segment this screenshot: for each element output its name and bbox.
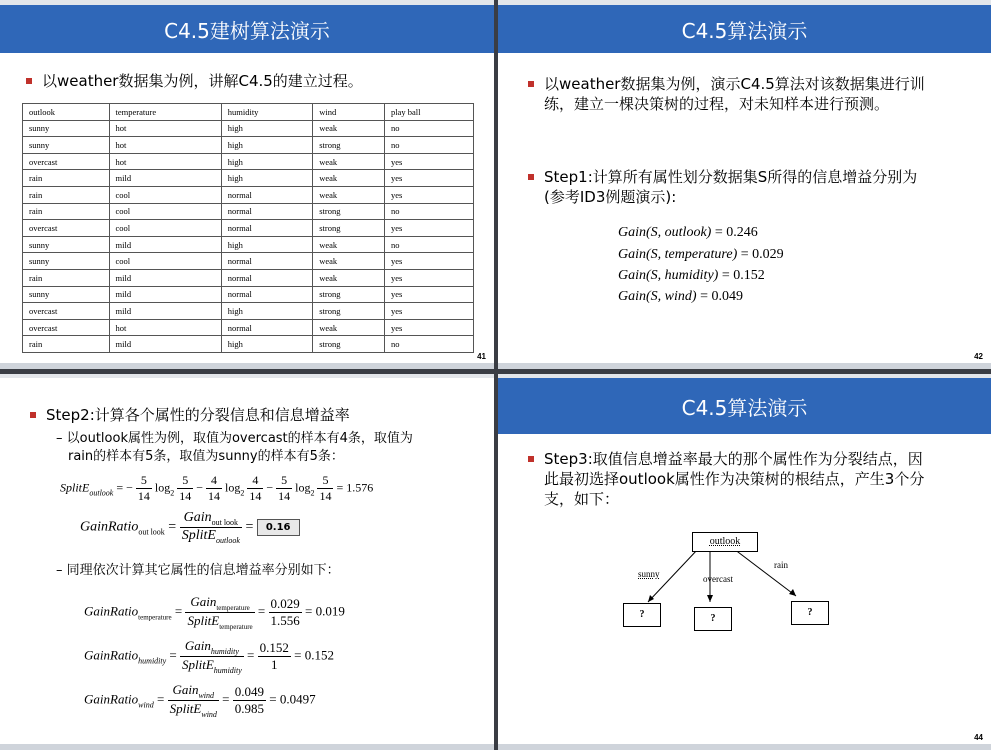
table-cell: mild xyxy=(109,269,221,286)
sub-text-line1: – 以outlook属性为例，取值为overcast的样本有4条，取值为 xyxy=(56,431,413,446)
table-cell: high xyxy=(221,170,313,187)
ratio-num: Gain xyxy=(183,510,212,525)
bullet-text-line1: Step3:取值信息增益率最大的那个属性作为分裂结点，因 xyxy=(544,450,923,468)
slide-43[interactable] xyxy=(0,374,494,750)
fraction-num: 5 xyxy=(276,473,292,489)
ratio-den: SplitE xyxy=(169,701,202,716)
bullet-marker xyxy=(528,81,534,87)
ratio-lhs-sub: wind xyxy=(138,700,154,710)
table-cell: hot xyxy=(109,120,221,137)
ratio-lhs: GainRatio xyxy=(80,519,139,535)
table-cell: yes xyxy=(384,170,473,187)
log-op: log xyxy=(154,480,171,495)
bullet-text: Step2:计算各个属性的分裂信息和信息增益率 xyxy=(46,406,350,424)
fraction-num xyxy=(180,510,242,528)
ratio-den: SplitE xyxy=(182,657,214,672)
ratio-num-sub: out look xyxy=(211,518,239,527)
leaf-label: ? xyxy=(639,609,645,620)
ratio-lhs: GainRatio xyxy=(84,691,139,707)
gain-humidity xyxy=(618,268,765,284)
slide-bottom-strip xyxy=(498,363,991,369)
page-number: 41 xyxy=(477,352,486,361)
table-cell: cool xyxy=(109,186,221,203)
fraction xyxy=(168,682,219,719)
arrowhead xyxy=(707,595,713,602)
header-cell: wind xyxy=(313,104,385,121)
table-row xyxy=(23,170,474,187)
fraction xyxy=(269,596,302,629)
table-cell: overcast xyxy=(23,319,110,336)
ratio-den: SplitE xyxy=(187,613,220,628)
table-cell: hot xyxy=(109,319,221,336)
table-cell: weak xyxy=(313,186,385,203)
table-cell: hot xyxy=(109,153,221,170)
bullet-text: 以weather数据集为例，讲解C4.5的建立过程。 xyxy=(42,72,363,90)
table-cell: high xyxy=(221,153,313,170)
table-cell: weak xyxy=(313,120,385,137)
tree-root-node xyxy=(692,532,758,552)
table-cell: weak xyxy=(313,236,385,253)
table-cell: normal xyxy=(221,253,313,270)
table-cell: strong xyxy=(313,286,385,303)
table-cell: sunny xyxy=(23,236,110,253)
table-row xyxy=(23,186,474,203)
page-number: 42 xyxy=(974,352,983,361)
table-cell: yes xyxy=(384,303,473,320)
table-cell: high xyxy=(221,137,313,154)
table-row xyxy=(23,253,474,270)
fraction xyxy=(276,473,292,504)
sub-text-line2: rain的样本有5条，取值为sunny的样本有5条： xyxy=(68,449,344,464)
slide-41[interactable] xyxy=(0,0,494,369)
ratio-den-sub: temperature xyxy=(219,623,253,631)
table-cell: weak xyxy=(313,153,385,170)
table-cell: rain xyxy=(23,269,110,286)
slide-title: C4.5算法演示 xyxy=(498,5,991,53)
ratio-result: = 0.019 xyxy=(305,603,345,619)
bullet-text-line2: (参考ID3例题演示): xyxy=(544,188,677,206)
split-info-formula xyxy=(60,473,373,504)
table-cell: yes xyxy=(384,153,473,170)
gain-ratio-temperature: GainRatio$_{temperature}$ = $\frac{Gain_{temperature}}{SplitE_{temperature}}$ = $\frac{0.029}{1.556}$ = 0.019 xyxy=(84,594,345,631)
table-cell: no xyxy=(384,203,473,220)
fraction xyxy=(258,640,291,673)
table-cell: strong xyxy=(313,203,385,220)
slide-bottom-strip xyxy=(0,363,494,369)
table-row xyxy=(23,203,474,220)
leaf-label: ? xyxy=(710,613,716,624)
table-cell: yes xyxy=(384,319,473,336)
gain-ratio-outlook xyxy=(80,510,300,545)
bullet-text-line1: Step1:计算所有属性划分数据集S所得的信息增益分别为 xyxy=(544,168,918,186)
ratio-num: Gain xyxy=(172,682,199,697)
gain-ratio-humidity: GainRatio$_{humidity}$ = $\frac{Gain_{humidity}}{SplitE_{humidity}}$ = $\frac{0.152}{1}$ = 0.152 xyxy=(84,638,334,675)
bullet-marker xyxy=(26,78,32,84)
leaf-node-overcast xyxy=(694,607,732,631)
fraction-num xyxy=(185,594,254,613)
log-op: log xyxy=(295,480,311,495)
table-row xyxy=(23,319,474,336)
header-cell: temperature xyxy=(109,104,221,121)
slide-title: C4.5算法演示 xyxy=(498,378,991,434)
fraction-num: 5 xyxy=(317,473,333,489)
log-op: log xyxy=(225,480,241,495)
ratio-lhs-sub: temperature xyxy=(138,613,172,622)
ratio-num-sub: temperature xyxy=(216,604,250,612)
fraction-den: 14 xyxy=(137,489,150,503)
table-cell: yes xyxy=(384,286,473,303)
edge-label-rain: rain xyxy=(774,560,788,570)
fraction xyxy=(317,473,333,504)
fraction xyxy=(136,473,152,504)
table-cell: normal xyxy=(221,269,313,286)
slide-bottom-strip xyxy=(498,744,991,750)
fraction-den: 14 xyxy=(319,489,332,503)
gain-rhs: = 0.029 xyxy=(740,247,784,262)
fraction-den xyxy=(168,701,219,719)
fraction-num: 0.152 xyxy=(259,640,289,655)
table-cell: rain xyxy=(23,336,110,353)
table-cell: yes xyxy=(384,253,473,270)
ratio-result-box: 0.16 xyxy=(257,519,300,536)
header-cell: play ball xyxy=(384,104,473,121)
table-cell: mild xyxy=(109,336,221,353)
decision-tree-edges xyxy=(498,374,991,750)
table-cell: rain xyxy=(23,186,110,203)
table-cell: sunny xyxy=(23,137,110,154)
header-cell: humidity xyxy=(221,104,313,121)
table-row xyxy=(23,336,474,353)
ratio-num-sub: wind xyxy=(198,691,215,700)
leaf-label: ? xyxy=(807,607,813,618)
fraction xyxy=(233,684,266,717)
table-cell: rain xyxy=(23,170,110,187)
table-cell: normal xyxy=(221,203,313,220)
fraction-den: 1.556 xyxy=(270,613,300,628)
table-cell: weak xyxy=(313,170,385,187)
table-cell: weak xyxy=(313,319,385,336)
table-cell: yes xyxy=(384,186,473,203)
edge-rain xyxy=(734,549,796,596)
gain-lhs: Gain(S, wind) xyxy=(618,289,697,304)
page-number: 44 xyxy=(974,733,983,742)
ratio-num: Gain xyxy=(190,594,217,609)
table-cell: strong xyxy=(313,137,385,154)
fraction-den: 14 xyxy=(278,489,291,503)
fraction-den xyxy=(180,528,242,545)
ratio-lhs-sub: out look xyxy=(138,527,165,537)
leaf-node-rain xyxy=(791,601,829,625)
table-body xyxy=(23,120,474,352)
fraction-num: 4 xyxy=(247,473,263,489)
table-row xyxy=(23,153,474,170)
ratio-result: = 0.0497 xyxy=(269,691,316,707)
table-cell: sunny xyxy=(23,286,110,303)
table-cell: sunny xyxy=(23,253,110,270)
table-cell: yes xyxy=(384,220,473,237)
table-header-row xyxy=(23,104,474,121)
gain-lhs: Gain(S, temperature) xyxy=(618,247,738,262)
bullet-marker xyxy=(528,174,534,180)
bullet-text-line2: 此最初选择outlook属性作为决策树的根结点，产生3个分 xyxy=(544,470,925,488)
table-cell: normal xyxy=(221,319,313,336)
fraction-num: 4 xyxy=(206,473,222,489)
split-result: = 1.576 xyxy=(336,480,374,495)
ratio-den-sub: outlook xyxy=(215,536,240,545)
table-cell: weak xyxy=(313,253,385,270)
table-row xyxy=(23,303,474,320)
fraction xyxy=(180,510,242,545)
split-lhs-sub: outlook xyxy=(89,488,114,498)
fraction-num: 5 xyxy=(136,473,152,489)
slide-top-rule xyxy=(0,374,494,378)
table-cell: mild xyxy=(109,170,221,187)
ratio-num-sub: humidity xyxy=(210,647,239,656)
slide-title: C4.5建树算法演示 xyxy=(0,5,494,53)
table-cell: overcast xyxy=(23,303,110,320)
minus-op: − xyxy=(266,480,274,495)
gain-rhs: = 0.246 xyxy=(714,225,758,240)
fraction-den xyxy=(180,657,244,675)
table-row xyxy=(23,236,474,253)
ratio-den-sub: wind xyxy=(201,710,217,719)
ratio-eq: = xyxy=(245,519,254,535)
weather-table xyxy=(22,103,474,353)
fraction-num: 0.029 xyxy=(270,596,300,611)
fraction-den: 1 xyxy=(271,657,278,672)
fraction-den: 0.985 xyxy=(234,701,265,716)
fraction xyxy=(206,473,222,504)
table-cell: no xyxy=(384,137,473,154)
gain-ratio-wind: GainRatio$_{wind}$ = $\frac{Gain_{wind}}{SplitE_{wind}}$ = $\frac{0.049}{0.985}$ = 0.0497 xyxy=(84,682,316,719)
table-cell: hot xyxy=(109,137,221,154)
gain-outlook xyxy=(618,225,758,241)
table-cell: strong xyxy=(313,303,385,320)
table-cell: sunny xyxy=(23,120,110,137)
fraction-num: 0.049 xyxy=(234,684,265,699)
bullet-marker xyxy=(30,412,36,418)
bullet-text-line2: 练，建立一棵决策树的过程，对未知样本进行预测。 xyxy=(544,95,890,113)
table-cell: no xyxy=(384,236,473,253)
table-cell: normal xyxy=(221,220,313,237)
edge-label-overcast: overcast xyxy=(703,574,733,584)
gain-lhs: Gain(S, humidity) xyxy=(618,268,719,283)
fraction-num: 5 xyxy=(177,473,193,489)
table-row xyxy=(23,286,474,303)
header-cell: outlook xyxy=(23,104,110,121)
table-cell: no xyxy=(384,120,473,137)
fraction-num xyxy=(168,682,219,701)
gain-rhs: = 0.152 xyxy=(721,268,765,283)
edge-label-sunny: sunny xyxy=(638,569,660,579)
log-base: 2 xyxy=(170,488,175,498)
table-row xyxy=(23,120,474,137)
table-cell: high xyxy=(221,303,313,320)
slide-bottom-strip xyxy=(0,744,494,750)
table-cell: mild xyxy=(109,236,221,253)
fraction xyxy=(247,473,263,504)
gain-lhs: Gain(S, outlook) xyxy=(618,225,712,240)
table-cell: no xyxy=(384,336,473,353)
gain-temperature xyxy=(618,247,784,263)
slide-42[interactable] xyxy=(498,0,991,369)
root-label: outlook xyxy=(709,536,741,547)
fraction xyxy=(177,473,193,504)
fraction-den: 14 xyxy=(179,489,192,503)
table-cell: mild xyxy=(109,286,221,303)
fraction-den: 14 xyxy=(249,489,262,503)
gain-wind xyxy=(618,289,743,305)
split-eq: = − xyxy=(116,480,133,495)
table-row xyxy=(23,137,474,154)
ratio-num: Gain xyxy=(184,638,211,653)
ratio-lhs: GainRatio xyxy=(84,603,139,619)
arrowhead xyxy=(789,589,796,596)
table-cell: strong xyxy=(313,220,385,237)
table-cell: rain xyxy=(23,203,110,220)
bullet-text-line3: 支，如下： xyxy=(544,490,620,508)
table-cell: overcast xyxy=(23,220,110,237)
table-cell: weak xyxy=(313,269,385,286)
table-row xyxy=(23,269,474,286)
split-lhs: SplitE xyxy=(60,480,90,495)
leaf-node-sunny xyxy=(623,603,661,627)
table-cell: cool xyxy=(109,253,221,270)
table-cell: normal xyxy=(221,186,313,203)
table-cell: strong xyxy=(313,336,385,353)
table-cell: high xyxy=(221,120,313,137)
ratio-result: = 0.152 xyxy=(294,647,334,663)
fraction-den xyxy=(185,613,254,631)
table-cell: cool xyxy=(109,220,221,237)
fraction xyxy=(185,594,254,631)
table-cell: mild xyxy=(109,303,221,320)
log-base: 2 xyxy=(310,488,315,498)
slide-44[interactable] xyxy=(498,374,991,750)
ratio-den-sub: humidity xyxy=(213,666,242,675)
fraction-den: 14 xyxy=(208,489,221,503)
table-cell: cool xyxy=(109,203,221,220)
table-cell: high xyxy=(221,236,313,253)
bullet-text-line1: 以weather数据集为例，演示C4.5算法对该数据集进行训 xyxy=(544,75,925,93)
log-base: 2 xyxy=(240,488,245,498)
ratio-lhs: GainRatio xyxy=(84,647,139,663)
table-cell: yes xyxy=(384,269,473,286)
table-row xyxy=(23,220,474,237)
table-cell: high xyxy=(221,336,313,353)
minus-op: − xyxy=(196,480,204,495)
ratio-den: SplitE xyxy=(181,528,216,543)
table-cell: normal xyxy=(221,286,313,303)
gain-rhs: = 0.049 xyxy=(700,289,743,304)
sub-text: – 同理依次计算其它属性的信息增益率分别如下： xyxy=(56,563,340,578)
fraction xyxy=(180,638,244,675)
fraction-num xyxy=(180,638,244,657)
table-cell: overcast xyxy=(23,153,110,170)
ratio-lhs-sub: humidity xyxy=(138,656,167,666)
ratio-eq: = xyxy=(168,519,177,535)
